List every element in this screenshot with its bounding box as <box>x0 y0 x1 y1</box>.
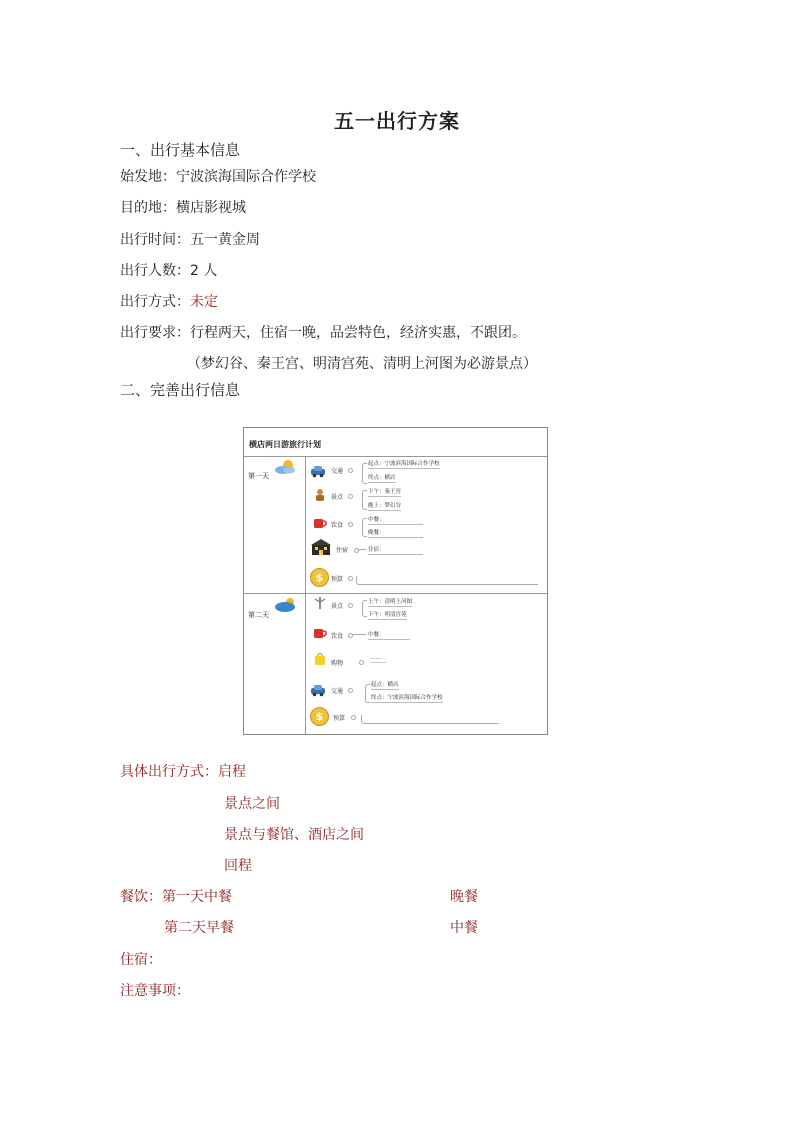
day1-stay-label: 住宿 <box>336 547 349 554</box>
detail-mode-item-2: 景点与餐馆、酒店之间 <box>224 827 364 843</box>
sight-figure-icon <box>312 488 328 502</box>
meal-line-day1 <box>120 886 232 906</box>
day2-transport-start: 起点：横店 <box>371 682 399 688</box>
cloud-sun-icon <box>273 597 299 613</box>
destination-line: 目的地：横店影视城 <box>120 200 246 216</box>
day1-label: 第一天 <box>248 472 269 480</box>
connector-dot <box>359 660 364 665</box>
plan-divider-vertical <box>305 456 306 734</box>
cup-icon <box>312 626 328 640</box>
stay-label: 住宿： <box>120 952 162 968</box>
connector-dot <box>348 468 353 473</box>
day1-stay-leaf: 住宿： <box>368 545 423 555</box>
connector-bracket <box>362 600 367 617</box>
connector-bracket <box>362 518 367 537</box>
people-value: 2 人 <box>190 263 218 279</box>
budget-line <box>360 584 538 585</box>
day1-transport-start: 起点：宁波滨海国际合作学校 <box>368 461 440 467</box>
hotel-icon <box>310 538 332 556</box>
day1-sights-pm: 下午：秦王宫 <box>368 489 402 495</box>
must-see-line: （梦幻谷、秦王宫、明清宫苑、清明上河图为必游景点） <box>187 356 537 372</box>
travel-plan-figure <box>243 427 548 735</box>
coin-icon: $ <box>310 707 329 726</box>
connector-dot <box>348 688 353 693</box>
day1-transport-label: 交通 <box>331 468 344 475</box>
origin-line: 始发地：宁波滨海国际合作学校 <box>120 169 316 185</box>
connector-bracket <box>365 684 370 703</box>
connector-dot <box>348 494 353 499</box>
plan-divider-top <box>244 456 547 457</box>
connector-dot <box>351 715 356 720</box>
day2-food-lunch: 中餐： <box>368 630 410 640</box>
day2-sights-pm: 下午：明清宫苑 <box>368 612 407 618</box>
detail-mode-line <box>120 761 246 781</box>
day1-budget-label: 预算 <box>331 576 344 583</box>
sun-cloud-icon <box>273 459 297 475</box>
day2-sights-label: 景点 <box>331 603 344 610</box>
coin-icon: $ <box>310 568 329 587</box>
sight-statue-icon <box>312 596 328 610</box>
section-heading-basic-info: 一、出行基本信息 <box>120 141 241 159</box>
connector-bracket <box>362 463 367 484</box>
plan-title: 横店两日游旅行计划 <box>249 440 321 449</box>
section-heading-complete-info: 二、完善出行信息 <box>120 381 241 399</box>
day2-transport-end: 终点：宁波滨海国际合作学校 <box>371 695 443 701</box>
day1-food-lunch: 中餐： <box>368 515 423 525</box>
day2-shopping-leaf: …… <box>370 655 386 663</box>
day1-lunch: 第一天中餐 <box>162 889 232 905</box>
day1-transport-end: 终点：横店 <box>368 475 396 481</box>
day1-food-label: 饮食 <box>331 522 344 529</box>
plan-divider-middle <box>244 593 547 594</box>
meal-label: 餐饮： <box>120 889 162 905</box>
day2-breakfast: 第二天早餐 <box>164 920 234 936</box>
detail-mode-label: 具体出行方式： <box>120 764 218 780</box>
detail-mode-item-0: 启程 <box>218 764 246 780</box>
day2-lunch: 中餐 <box>450 920 478 936</box>
requirements-line: 出行要求：行程两天，住宿一晚，品尝特色，经济实惠，不跟团。 <box>120 325 526 341</box>
notes-label: 注意事项： <box>120 983 190 999</box>
cup-icon <box>312 516 328 530</box>
connector-stem <box>352 634 366 635</box>
people-label: 出行人数： <box>120 263 190 279</box>
shopping-bag-icon <box>312 652 328 666</box>
day2-food-label: 饮食 <box>331 633 344 640</box>
day1-sights-night: 晚上：梦幻谷 <box>368 503 402 509</box>
connector-dot <box>348 522 353 527</box>
mode-line <box>120 291 218 311</box>
people-line <box>120 260 217 280</box>
detail-mode-item-1: 景点之间 <box>224 796 280 812</box>
connector-bracket <box>362 490 367 510</box>
connector-dot <box>348 603 353 608</box>
page-title: 五一出行方案 <box>334 109 460 133</box>
day2-shopping-label: 购物 <box>331 660 344 667</box>
car-icon <box>310 464 326 478</box>
detail-mode-item-3: 回程 <box>224 858 252 874</box>
car-icon <box>310 683 326 697</box>
day2-label: 第二天 <box>248 611 269 619</box>
mode-value: 未定 <box>190 294 218 310</box>
connector-dot <box>348 576 353 581</box>
connector-stem <box>358 549 366 550</box>
day2-budget-label: 预算 <box>333 715 346 722</box>
day1-sights-label: 景点 <box>331 494 344 501</box>
time-line: 出行时间：五一黄金周 <box>120 232 260 248</box>
day1-dinner: 晚餐 <box>450 889 478 905</box>
budget-line <box>365 723 499 724</box>
day2-sights-am: 上午：清明上河图 <box>368 599 413 605</box>
day1-food-dinner: 晚餐： <box>368 528 423 538</box>
mode-label: 出行方式： <box>120 294 190 310</box>
day2-transport-label: 交通 <box>331 688 344 695</box>
